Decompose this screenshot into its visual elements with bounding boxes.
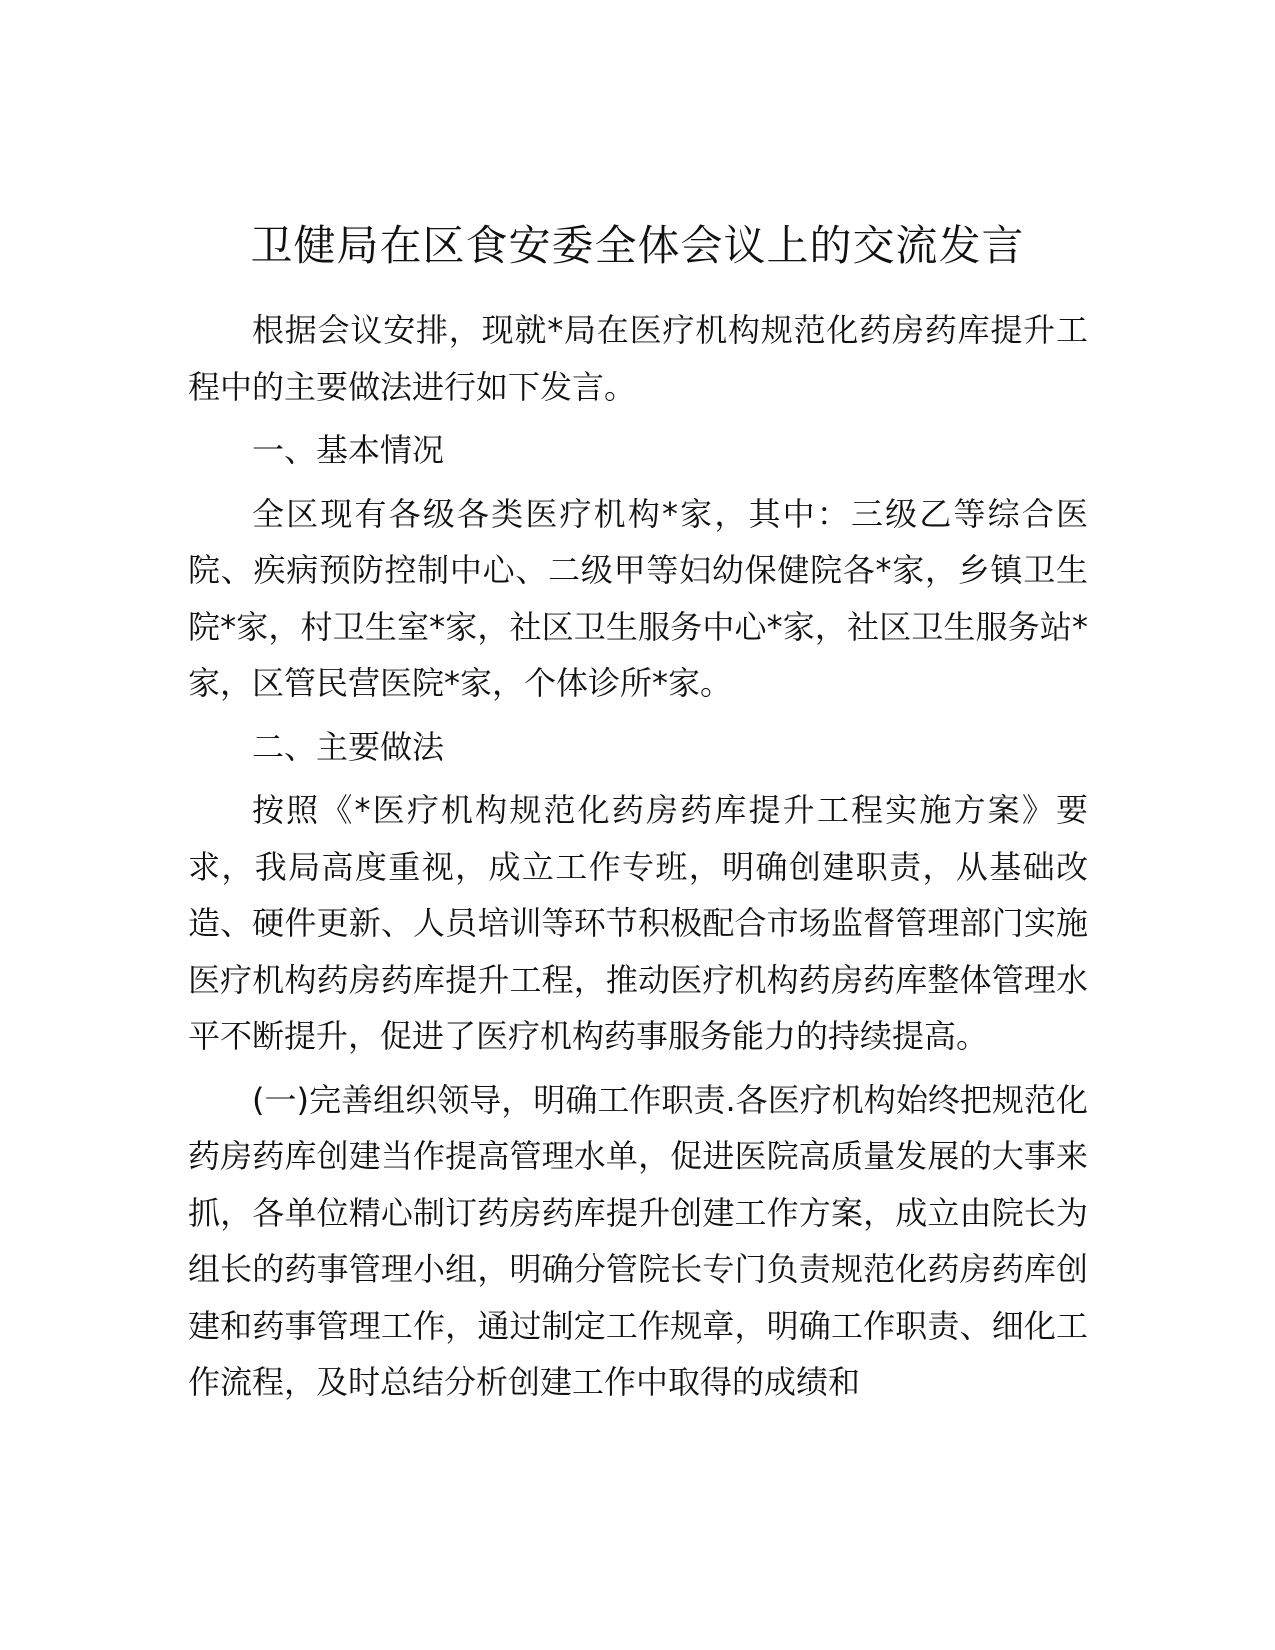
document-title: 卫健局在区食安委全体会议上的交流发言 [250, 221, 1025, 270]
main-practices-paragraph: 按照《*医疗机构规范化药房药库提升工程实施方案》要求，我局高度重视，成立工作专班，明确创建职责，从基础改造、硬件更新、人员培训等环节积极配合市场监督管理部门实施医疗机构药房药库提升工程，推动医疗机构药房药库整体管理水平不断提升，促进了医疗机构药事服务能力的持续提高。 [188, 791, 1088, 1055]
section-heading-basic-situation: 一、基本情况 [252, 431, 445, 469]
basic-situation-paragraph: 全区现有各级各类医疗机构*家，其中：三级乙等综合医院、疾病预防控制中心、二级甲等妇幼保健院各*家，乡镇卫生院*家，村卫生室*家，社区卫生服务中心*家，社区卫生服务站*家，区管民营医院*家，个体诊所*家。 [188, 494, 1088, 702]
subsection-organization-paragraph: (一)完善组织领导，明确工作职责.各医疗机构始终把规范化药房药库创建当作提高管理水单，促进医院高质量发展的大事来抓，各单位精心制订药房药库提升创建工作方案，成立由院长为组长的药事管理小组，明确分管院长专门负责规范化药房药库创建和药事管理工作，通过制定工作规章，明确工作职责、细化工作流程，及时总结分析创建工作中取得的成绩和 [188, 1080, 1088, 1401]
section-heading-main-practices: 二、主要做法 [252, 727, 445, 766]
intro-paragraph: 根据会议安排，现就*局在医疗机构规范化药房药库提升工程中的主要做法进行如下发言。 [188, 311, 1088, 406]
document-body [188, 302, 1088, 1411]
